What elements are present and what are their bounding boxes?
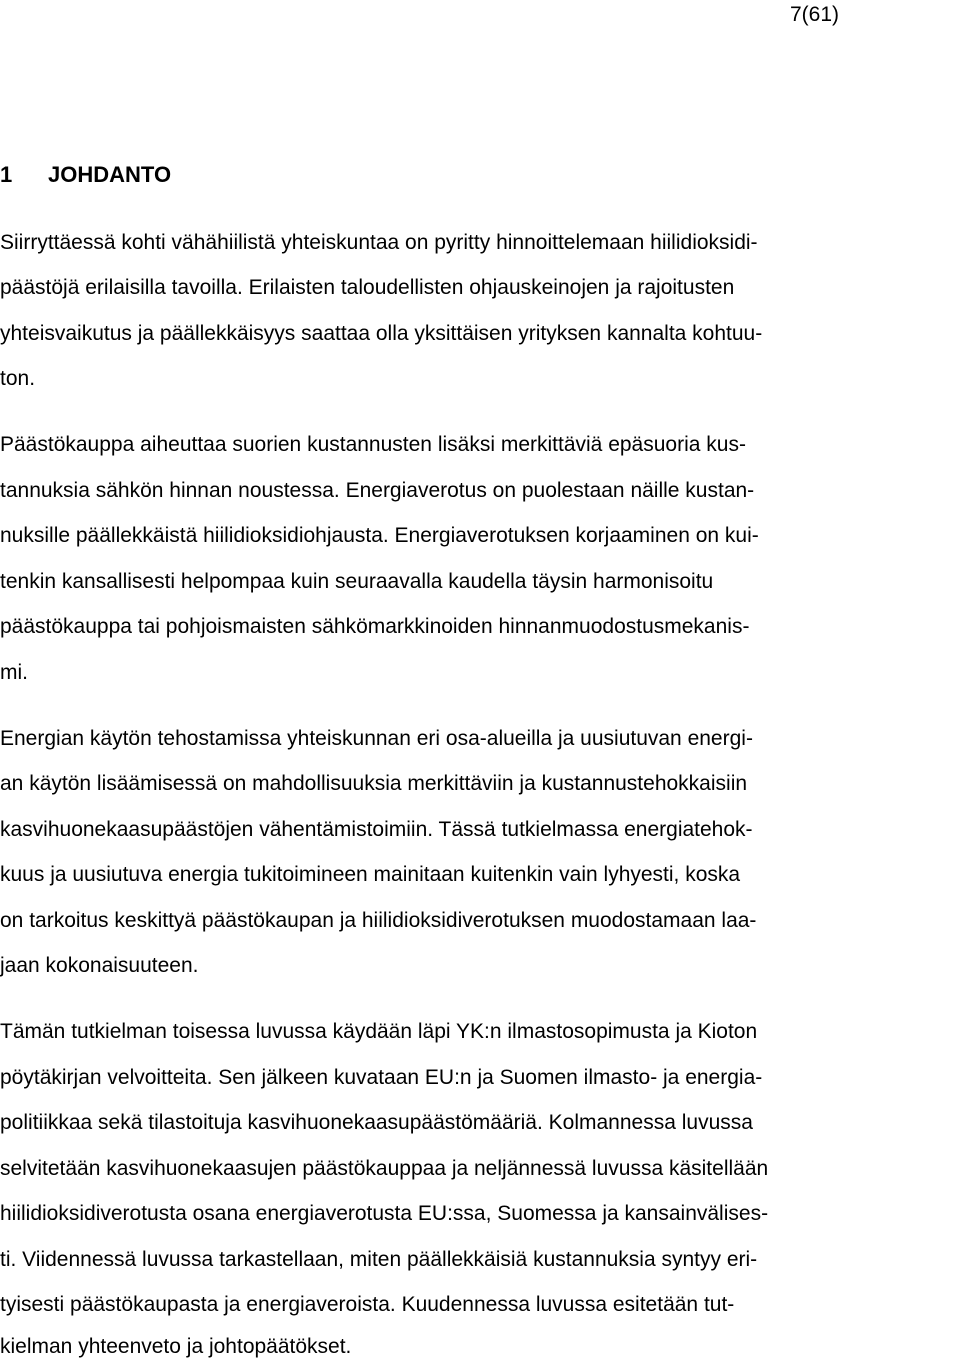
- paragraph-line: Siirryttäessä kohti vähähiilistä yhteiskuntaa on pyritty hinnoittelemaan hiilidioksidi-: [0, 231, 758, 254]
- chapter-title: JOHDANTO: [48, 162, 172, 187]
- paragraph-line: päästökauppa tai pohjoismaisten sähkömarkkinoiden hinnanmuodostusmekanis-: [0, 615, 750, 638]
- paragraph-line: nuksille päällekkäistä hiilidioksidiohjausta. Energiaverotuksen korjaaminen on kui-: [0, 524, 759, 547]
- paragraph-line: selvitetään kasvihuonekaasujen päästökauppaa ja neljännessä luvussa käsitellään: [0, 1157, 769, 1180]
- paragraph-line: hiilidioksidiverotusta osana energiaverotusta EU:ssa, Suomessa ja kansainvälises-: [0, 1202, 769, 1225]
- paragraph-line: ton.: [0, 367, 36, 390]
- paragraph-line: Tämän tutkielman toisessa luvussa käydään läpi YK:n ilmastosopimusta ja Kioton: [0, 1020, 758, 1043]
- paragraph-line: jaan kokonaisuuteen.: [0, 954, 199, 977]
- paragraph-line: kielman yhteenveto ja johtopäätökset.: [0, 1335, 352, 1358]
- paragraph-line: tyisesti päästökaupasta ja energiaveroista. Kuudennessa luvussa esitetään tut-: [0, 1293, 735, 1316]
- chapter-heading: [0, 160, 171, 190]
- paragraph-line: Energian käytön tehostamissa yhteiskunnan eri osa-alueilla ja uusiutuvan energi-: [0, 727, 753, 750]
- paragraph-line: Päästökauppa aiheuttaa suorien kustannusten lisäksi merkittäviä epäsuoria kus-: [0, 433, 746, 456]
- page-number: 7(61): [790, 3, 840, 26]
- paragraph-line: tenkin kansallisesti helpompaa kuin seuraavalla kaudella täysin harmonisoitu: [0, 570, 714, 593]
- paragraph-line: an käytön lisäämisessä on mahdollisuuksia merkittäviin ja kustannustehokkaisiin: [0, 772, 748, 795]
- paragraph-line: kuus ja uusiutuva energia tukitoimineen mainitaan kuitenkin vain lyhyesti, koska: [0, 863, 741, 886]
- paragraph-line: tannuksia sähkön hinnan noustessa. Energiaverotus on puolestaan näille kustan-: [0, 479, 755, 502]
- paragraph-line: yhteisvaikutus ja päällekkäisyys saattaa olla yksittäisen yrityksen kannalta kohtuu-: [0, 322, 763, 345]
- chapter-number: 1: [0, 162, 13, 187]
- paragraph-line: politiikkaa sekä tilastoituja kasvihuonekaasupäästömääriä. Kolmannessa luvussa: [0, 1111, 753, 1134]
- paragraph-line: mi.: [0, 661, 28, 684]
- paragraph-line: kasvihuonekaasupäästöjen vähentämistoimiin. Tässä tutkielmassa energiatehok-: [0, 818, 753, 841]
- paragraph-line: päästöjä erilaisilla tavoilla. Erilaisten taloudellisten ohjauskeinojen ja rajoitusten: [0, 276, 735, 299]
- paragraph-line: pöytäkirjan velvoitteita. Sen jälkeen kuvataan EU:n ja Suomen ilmasto- ja energia-: [0, 1066, 763, 1089]
- paragraph-line: ti. Viidennessä luvussa tarkastellaan, miten päällekkäisiä kustannuksia syntyy eri-: [0, 1248, 758, 1271]
- paragraph-line: on tarkoitus keskittyä päästökaupan ja hiilidioksidiverotuksen muodostamaan laa-: [0, 909, 757, 932]
